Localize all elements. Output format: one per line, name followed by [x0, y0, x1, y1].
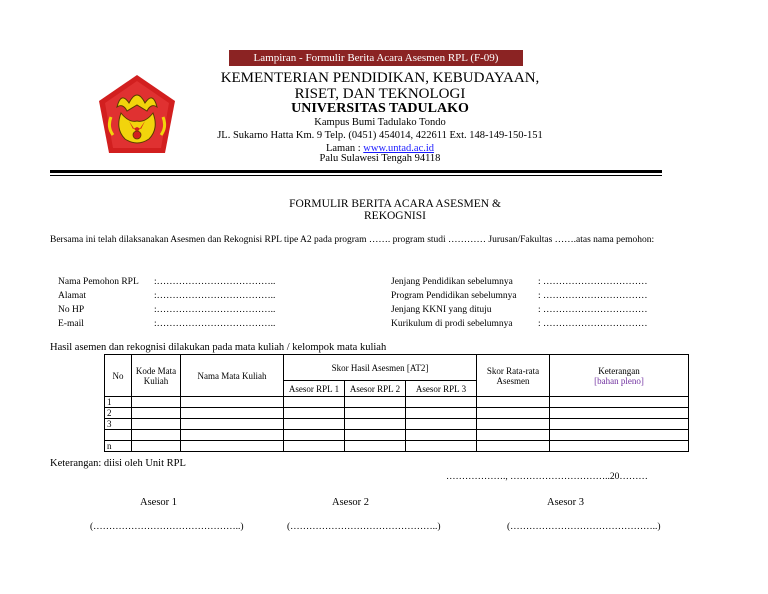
cell-nama[interactable]	[181, 430, 284, 441]
asesor-2-label: Asesor 2	[332, 497, 370, 508]
cell-nama[interactable]	[181, 408, 284, 419]
cell-asesor-1[interactable]	[284, 419, 345, 430]
cell-rata[interactable]	[477, 441, 550, 452]
address-field[interactable]: :………………………………..	[154, 291, 276, 301]
row-number: 1	[105, 397, 132, 408]
header-asesor-3: Asesor RPL 3	[406, 381, 477, 397]
table-row	[105, 419, 689, 430]
cell-asesor-2[interactable]	[345, 419, 406, 430]
intro-paragraph: Bersama ini telah dilaksanakan Asesmen dan Rekognisi RPL tipe A2 pada program ……. program studi ………… Jurusan/Fakultas …….atas nama pemohon:	[50, 235, 655, 245]
university-name: UNIVERSITAS TADULAKO	[291, 101, 469, 116]
ministry-name-line2: RISET, DAN TEKNOLOGI	[294, 86, 466, 102]
keterangan-note: [bahan pleno]	[594, 375, 644, 386]
prev-curriculum-label: Kurikulum di prodi sebelumnya	[391, 319, 513, 329]
table-caption: Hasil asemen dan rekognisi dilakukan pada mata kuliah / kelompok mata kuliah	[50, 342, 387, 353]
cell-kode[interactable]	[132, 441, 181, 452]
applicant-name-field[interactable]: :………………………………..	[154, 277, 276, 287]
cell-ket[interactable]	[550, 430, 689, 441]
form-title-line1: FORMULIR BERITA ACARA ASESMEN &	[289, 198, 501, 210]
asesor-3-label: Asesor 3	[547, 497, 585, 508]
assessment-table	[104, 354, 689, 452]
row-number	[105, 430, 132, 441]
cell-asesor-1[interactable]	[284, 430, 345, 441]
website-link[interactable]: www.untad.ac.id	[363, 143, 435, 154]
header-no: No	[105, 355, 132, 397]
cell-asesor-2[interactable]	[345, 408, 406, 419]
header-skor: Skor Hasil Asesmen [AT2]	[284, 355, 477, 381]
cell-asesor-3[interactable]	[406, 419, 477, 430]
phone-field[interactable]: :………………………………..	[154, 305, 276, 315]
prev-education-level-field[interactable]: : ……………………………	[538, 277, 648, 287]
cell-rata[interactable]	[477, 408, 550, 419]
cell-asesor-1[interactable]	[284, 408, 345, 419]
cell-asesor-2[interactable]	[345, 430, 406, 441]
table-row	[105, 397, 689, 408]
header-kode: Kode Mata Kuliah	[132, 355, 181, 397]
header-keterangan	[550, 355, 689, 397]
applicant-name-label: Nama Pemohon RPL	[58, 277, 139, 287]
email-field[interactable]: :………………………………..	[154, 319, 276, 329]
asesor-3-signature[interactable]: (………………………………………..)	[507, 522, 661, 532]
row-number: 3	[105, 419, 132, 430]
cell-kode[interactable]	[132, 397, 181, 408]
prev-program-field[interactable]: : ……………………………	[538, 291, 648, 301]
header-rule-thin	[50, 175, 662, 176]
city-line: Palu Sulawesi Tengah 94118	[319, 153, 441, 164]
phone-label: No HP	[58, 305, 85, 315]
cell-asesor-3[interactable]	[406, 397, 477, 408]
cell-ket[interactable]	[550, 397, 689, 408]
cell-rata[interactable]	[477, 397, 550, 408]
header-asesor-2: Asesor RPL 2	[345, 381, 406, 397]
cell-ket[interactable]	[550, 419, 689, 430]
asesor-1-label: Asesor 1	[140, 497, 178, 508]
header-skor-rata: Skor Rata-rata Asesmen	[477, 355, 550, 397]
table-row	[105, 430, 689, 441]
header-nama: Nama Mata Kuliah	[181, 355, 284, 397]
prev-curriculum-field[interactable]: : ……………………………	[538, 319, 648, 329]
kkni-level-field[interactable]: : ……………………………	[538, 305, 648, 315]
asesor-1-signature[interactable]: (………………………………………..)	[90, 522, 244, 532]
cell-kode[interactable]	[132, 419, 181, 430]
prev-program-label: Program Pendidikan sebelumnya	[391, 291, 517, 301]
email-label: E-mail	[58, 319, 84, 329]
form-title	[250, 198, 540, 222]
university-address: JL. Sukarno Hatta Km. 9 Telp. (0451) 454014, 422611 Ext. 148-149-150-151	[217, 130, 543, 141]
cell-asesor-3[interactable]	[406, 408, 477, 419]
cell-asesor-2[interactable]	[345, 397, 406, 408]
cell-nama[interactable]	[181, 397, 284, 408]
cell-ket[interactable]	[550, 441, 689, 452]
website-label: Laman :	[325, 143, 364, 154]
keterangan-note-footer: Keterangan: diisi oleh Unit RPL	[50, 458, 186, 469]
cell-kode[interactable]	[132, 408, 181, 419]
table-row	[105, 408, 689, 419]
prev-education-level-label: Jenjang Pendidikan sebelumnya	[391, 277, 513, 287]
keterangan-title: Keterangan	[598, 365, 640, 376]
ministry-name-line1: KEMENTERIAN PENDIDIKAN, KEBUDAYAAN,	[220, 70, 540, 86]
row-number: n	[105, 441, 132, 452]
date-place-line[interactable]: ………………., …………………………..20………	[446, 472, 648, 482]
cell-nama[interactable]	[181, 441, 284, 452]
kkni-level-label: Jenjang KKNI yang dituju	[391, 305, 492, 315]
row-number: 2	[105, 408, 132, 419]
form-title-line2: REKOGNISI	[364, 210, 426, 222]
cell-asesor-3[interactable]	[406, 441, 477, 452]
cell-asesor-1[interactable]	[284, 441, 345, 452]
table-row	[105, 441, 689, 452]
address-label: Alamat	[58, 291, 86, 301]
cell-asesor-1[interactable]	[284, 397, 345, 408]
cell-rata[interactable]	[477, 419, 550, 430]
cell-ket[interactable]	[550, 408, 689, 419]
cell-kode[interactable]	[132, 430, 181, 441]
header-asesor-1: Asesor RPL 1	[284, 381, 345, 397]
form-code-badge: Lampiran - Formulir Berita Acara Asesmen RPL (F-09)	[229, 50, 523, 66]
asesor-2-signature[interactable]: (………………………………………..)	[287, 522, 441, 532]
university-logo	[95, 73, 179, 161]
cell-asesor-2[interactable]	[345, 441, 406, 452]
campus-name: Kampus Bumi Tadulako Tondo	[314, 117, 446, 128]
cell-asesor-3[interactable]	[406, 430, 477, 441]
cell-nama[interactable]	[181, 419, 284, 430]
header-rule-thick	[50, 170, 662, 173]
cell-rata[interactable]	[477, 430, 550, 441]
